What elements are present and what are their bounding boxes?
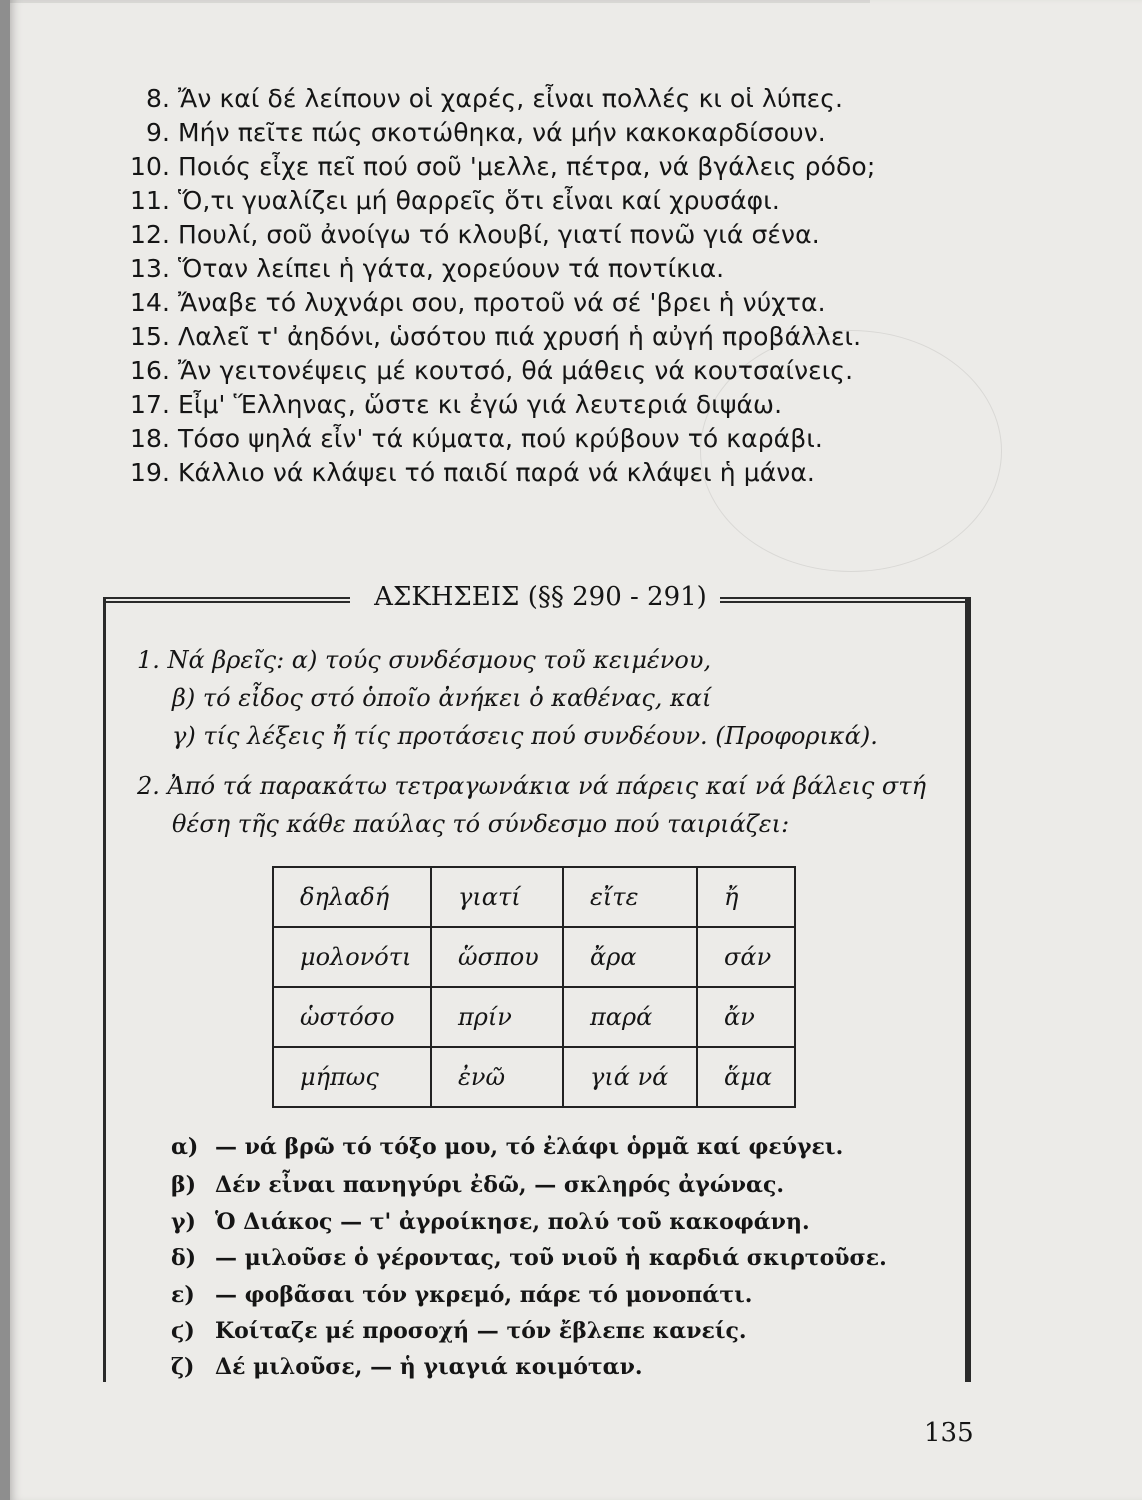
conjunctions-table <box>272 866 796 1108</box>
frame-top-rule <box>103 597 350 603</box>
proverb-line: 13. Ὅταν λείπει ἡ γάτα, χορεύουν τά ποντίκια. <box>129 254 725 283</box>
proverb-line: 17. Εἶμ' Ἕλληνας, ὥστε κι ἐγώ γιά λευτεριά διψάω. <box>129 390 783 419</box>
table-row <box>273 867 795 927</box>
table-row <box>273 987 795 1047</box>
table-cell: ἄν <box>697 987 795 1047</box>
exercise-sentence: γ) Ὁ Διάκος — τ' ἀγροίκησε, πολύ τοῦ κακοφάνη. <box>171 1209 810 1235</box>
frame-right-rule <box>965 597 971 1382</box>
table-cell: δηλαδή <box>273 867 431 927</box>
page-number: 135 <box>924 1418 974 1448</box>
table-row <box>273 1047 795 1107</box>
table-cell: ἤ <box>697 867 795 927</box>
exercise-1-line: β) τό εἶδος στό ὁποῖο ἀνήκει ὁ καθένας, καί <box>172 684 712 712</box>
frame-left-rule <box>103 597 106 1382</box>
table-cell: μολονότι <box>273 927 431 987</box>
table-cell: εἴτε <box>563 867 697 927</box>
proverb-line: 19. Κάλλιο νά κλάψει τό παιδί παρά νά κλάψει ἡ μάνα. <box>129 458 815 487</box>
table-cell: γιατί <box>431 867 563 927</box>
table-row <box>273 927 795 987</box>
frame-top-rule <box>720 597 970 603</box>
proverb-line: 10. Ποιός εἶχε πεῖ πού σοῦ 'μελλε, πέτρα, νά βγάλεις ρόδο; <box>129 152 876 181</box>
proverb-line: 15. Λαλεῖ τ' ἀηδόνι, ὡσότου πιά χρυσή ἡ αὐγή προβάλλει. <box>129 322 862 351</box>
table-cell: ὥσπου <box>431 927 563 987</box>
table-cell: ἐνῶ <box>431 1047 563 1107</box>
exercise-sentence: β) Δέν εἶναι πανηγύρι ἐδῶ, — σκληρός ἀγώνας. <box>171 1172 785 1198</box>
table-cell: σάν <box>697 927 795 987</box>
proverb-line: 18. Τόσο ψηλά εἶν' τά κύματα, πού κρύβουν τό καράβι. <box>129 424 823 453</box>
exercise-sentence: ϛ) Κοίταζε μέ προσοχή — τόν ἔβλεπε κανείς. <box>171 1318 747 1344</box>
table-cell: πρίν <box>431 987 563 1047</box>
proverb-line: 12. Πουλί, σοῦ ἀνοίγω τό κλουβί, γιατί πονῶ γιά σένα. <box>129 220 820 249</box>
proverb-line: 8. Ἄν καί δέ λείπουν οἱ χαρές, εἶναι πολλές κι οἱ λύπες. <box>145 84 844 113</box>
table-cell: ἅμα <box>697 1047 795 1107</box>
exercise-sentence: ζ) Δέ μιλοῦσε, — ἡ γιαγιά κοιμόταν. <box>171 1354 643 1380</box>
table-cell: γιά νά <box>563 1047 697 1107</box>
exercise-2-line: 2. Ἀπό τά παρακάτω τετραγωνάκια νά πάρεις καί νά βάλεις στή <box>137 772 926 800</box>
exercise-sentence: α) — νά βρῶ τό τόξο μου, τό ἐλάφι ὁρμᾶ καί φεύγει. <box>171 1134 844 1160</box>
proverb-line: 11. Ὅ,τι γυαλίζει μή θαρρεῖς ὅτι εἶναι καί χρυσάφι. <box>129 186 780 215</box>
table-cell: μήπως <box>273 1047 431 1107</box>
exercise-2-line: θέση τῆς κάθε παύλας τό σύνδεσμο πού ταιριάζει: <box>172 810 790 838</box>
table-cell: ὡστόσο <box>273 987 431 1047</box>
exercise-sentence: δ) — μιλοῦσε ὁ γέροντας, τοῦ νιοῦ ἡ καρδιά σκιρτοῦσε. <box>171 1245 887 1271</box>
table-cell: παρά <box>563 987 697 1047</box>
exercise-1-line: 1. Νά βρεῖς: α) τούς συνδέσμους τοῦ κειμένου, <box>137 646 712 674</box>
exercises-heading: ΑΣΚΗΣΕΙΣ (§§ 290 - 291) <box>374 582 707 612</box>
proverb-line: 16. Ἄν γειτονέψεις μέ κουτσό, θά μάθεις νά κουτσαίνεις. <box>129 356 854 385</box>
exercise-sentence: ε) — φοβᾶσαι τόν γκρεμό, πάρε τό μονοπάτι. <box>171 1282 753 1308</box>
exercise-1-line: γ) τίς λέξεις ἤ τίς προτάσεις πού συνδέουν. (Προφορικά). <box>172 722 878 750</box>
proverb-line: 14. Ἄναβε τό λυχνάρι σου, προτοῦ νά σέ 'βρει ἡ νύχτα. <box>129 288 826 317</box>
table-cell: ἄρα <box>563 927 697 987</box>
proverb-line: 9. Μήν πεῖτε πώς σκοτώθηκα, νά μήν κακοκαρδίσουν. <box>145 118 826 147</box>
bleed-through-line <box>10 2 870 3</box>
